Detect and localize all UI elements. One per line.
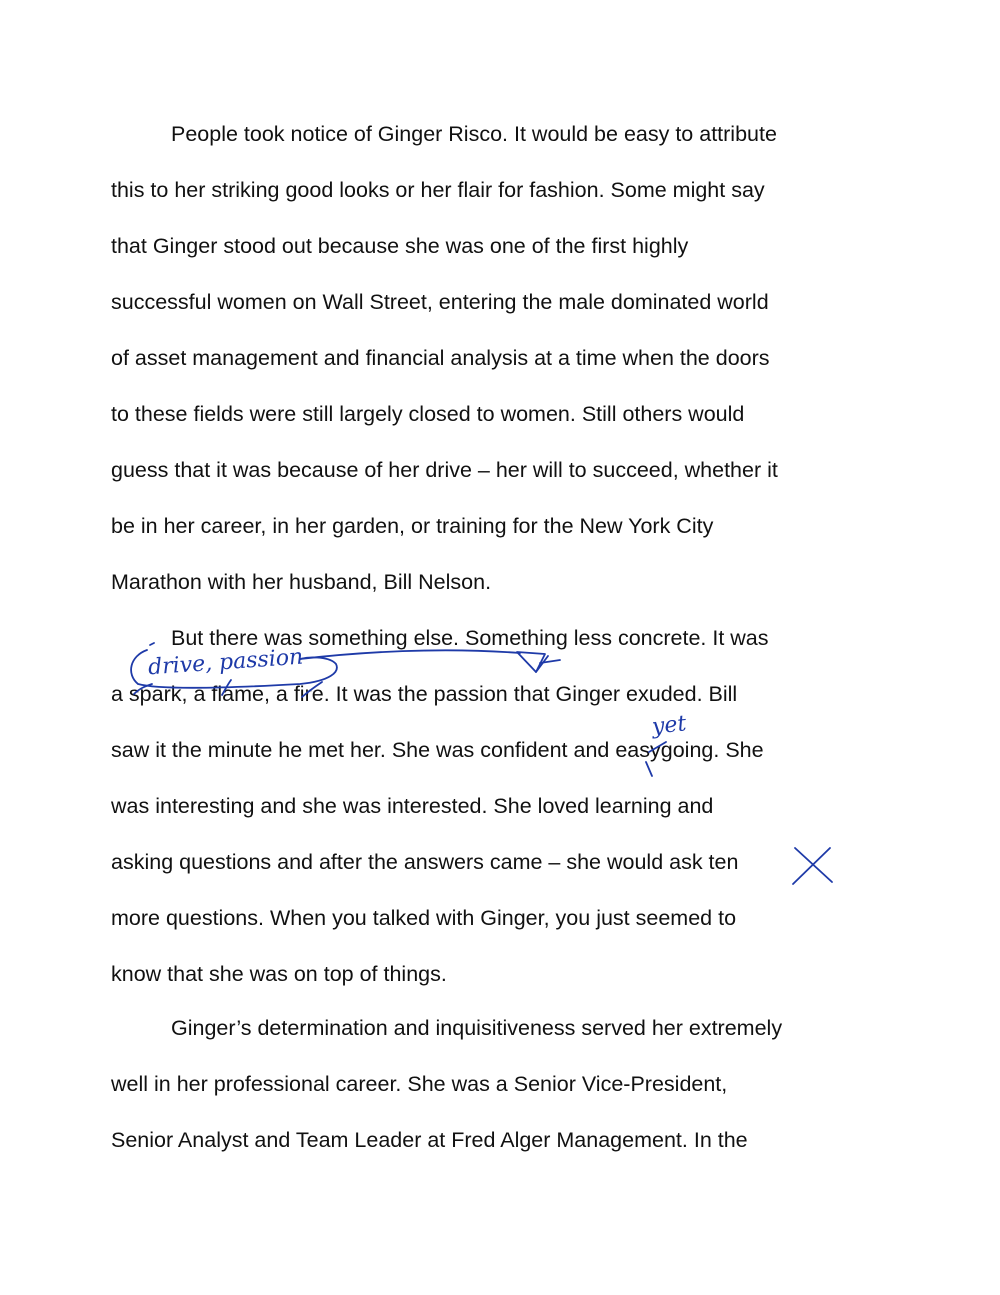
ink-strike-and	[649, 742, 666, 752]
paragraph-line: well in her professional career. She was a Senior Vice-President,	[111, 1072, 728, 1096]
ink-insertion-caret	[646, 762, 652, 776]
paragraph-line: was interesting and she was interested. She loved learning and	[111, 794, 714, 818]
ink-arrow-line	[300, 650, 520, 659]
paragraph-line: that Ginger stood out because she was one of the first highly	[111, 234, 689, 258]
paragraph-line: to these fields were still largely closed to women. Still others would	[111, 402, 745, 426]
paragraph-line: a spark, a flame, a fire. It was the passion that Ginger exuded. Bill	[111, 682, 738, 706]
paragraph-line: this to her striking good looks or her flair for fashion. Some might say	[111, 178, 765, 202]
paragraph-line: know that she was on top of things.	[111, 962, 447, 986]
paragraph-line: guess that it was because of her drive – her will to succeed, whether it	[111, 458, 778, 482]
paragraph-line: more questions. When you talked with Ginger, you just seemed to	[111, 906, 737, 930]
paragraph-line: saw it the minute he met her. She was confident and easygoing. She	[111, 738, 764, 762]
paragraph-line: be in her career, in her garden, or training for the New York City	[111, 514, 714, 538]
paragraph-line: successful women on Wall Street, entering the male dominated world	[111, 290, 769, 314]
ink-cross-ten	[793, 848, 830, 884]
paragraph-line: of asset management and financial analysis at a time when the doors	[111, 346, 770, 370]
handwritten-insertion: drive, passion	[147, 644, 304, 681]
paragraph-line: People took notice of Ginger Risco. It would be easy to attribute	[171, 122, 777, 146]
paragraph-line: asking questions and after the answers came – she would ask ten	[111, 850, 739, 874]
handwritten-insertion: yet	[650, 711, 688, 740]
paragraph-line: But there was something else. Something less concrete. It was	[171, 626, 769, 650]
ink-tick-mark	[150, 643, 154, 645]
paragraph-line: Marathon with her husband, Bill Nelson.	[111, 570, 492, 594]
paragraph-line: Senior Analyst and Team Leader at Fred Alger Management. In the	[111, 1128, 748, 1152]
paragraph-line: Ginger’s determination and inquisitiveness served her extremely	[171, 1016, 783, 1040]
